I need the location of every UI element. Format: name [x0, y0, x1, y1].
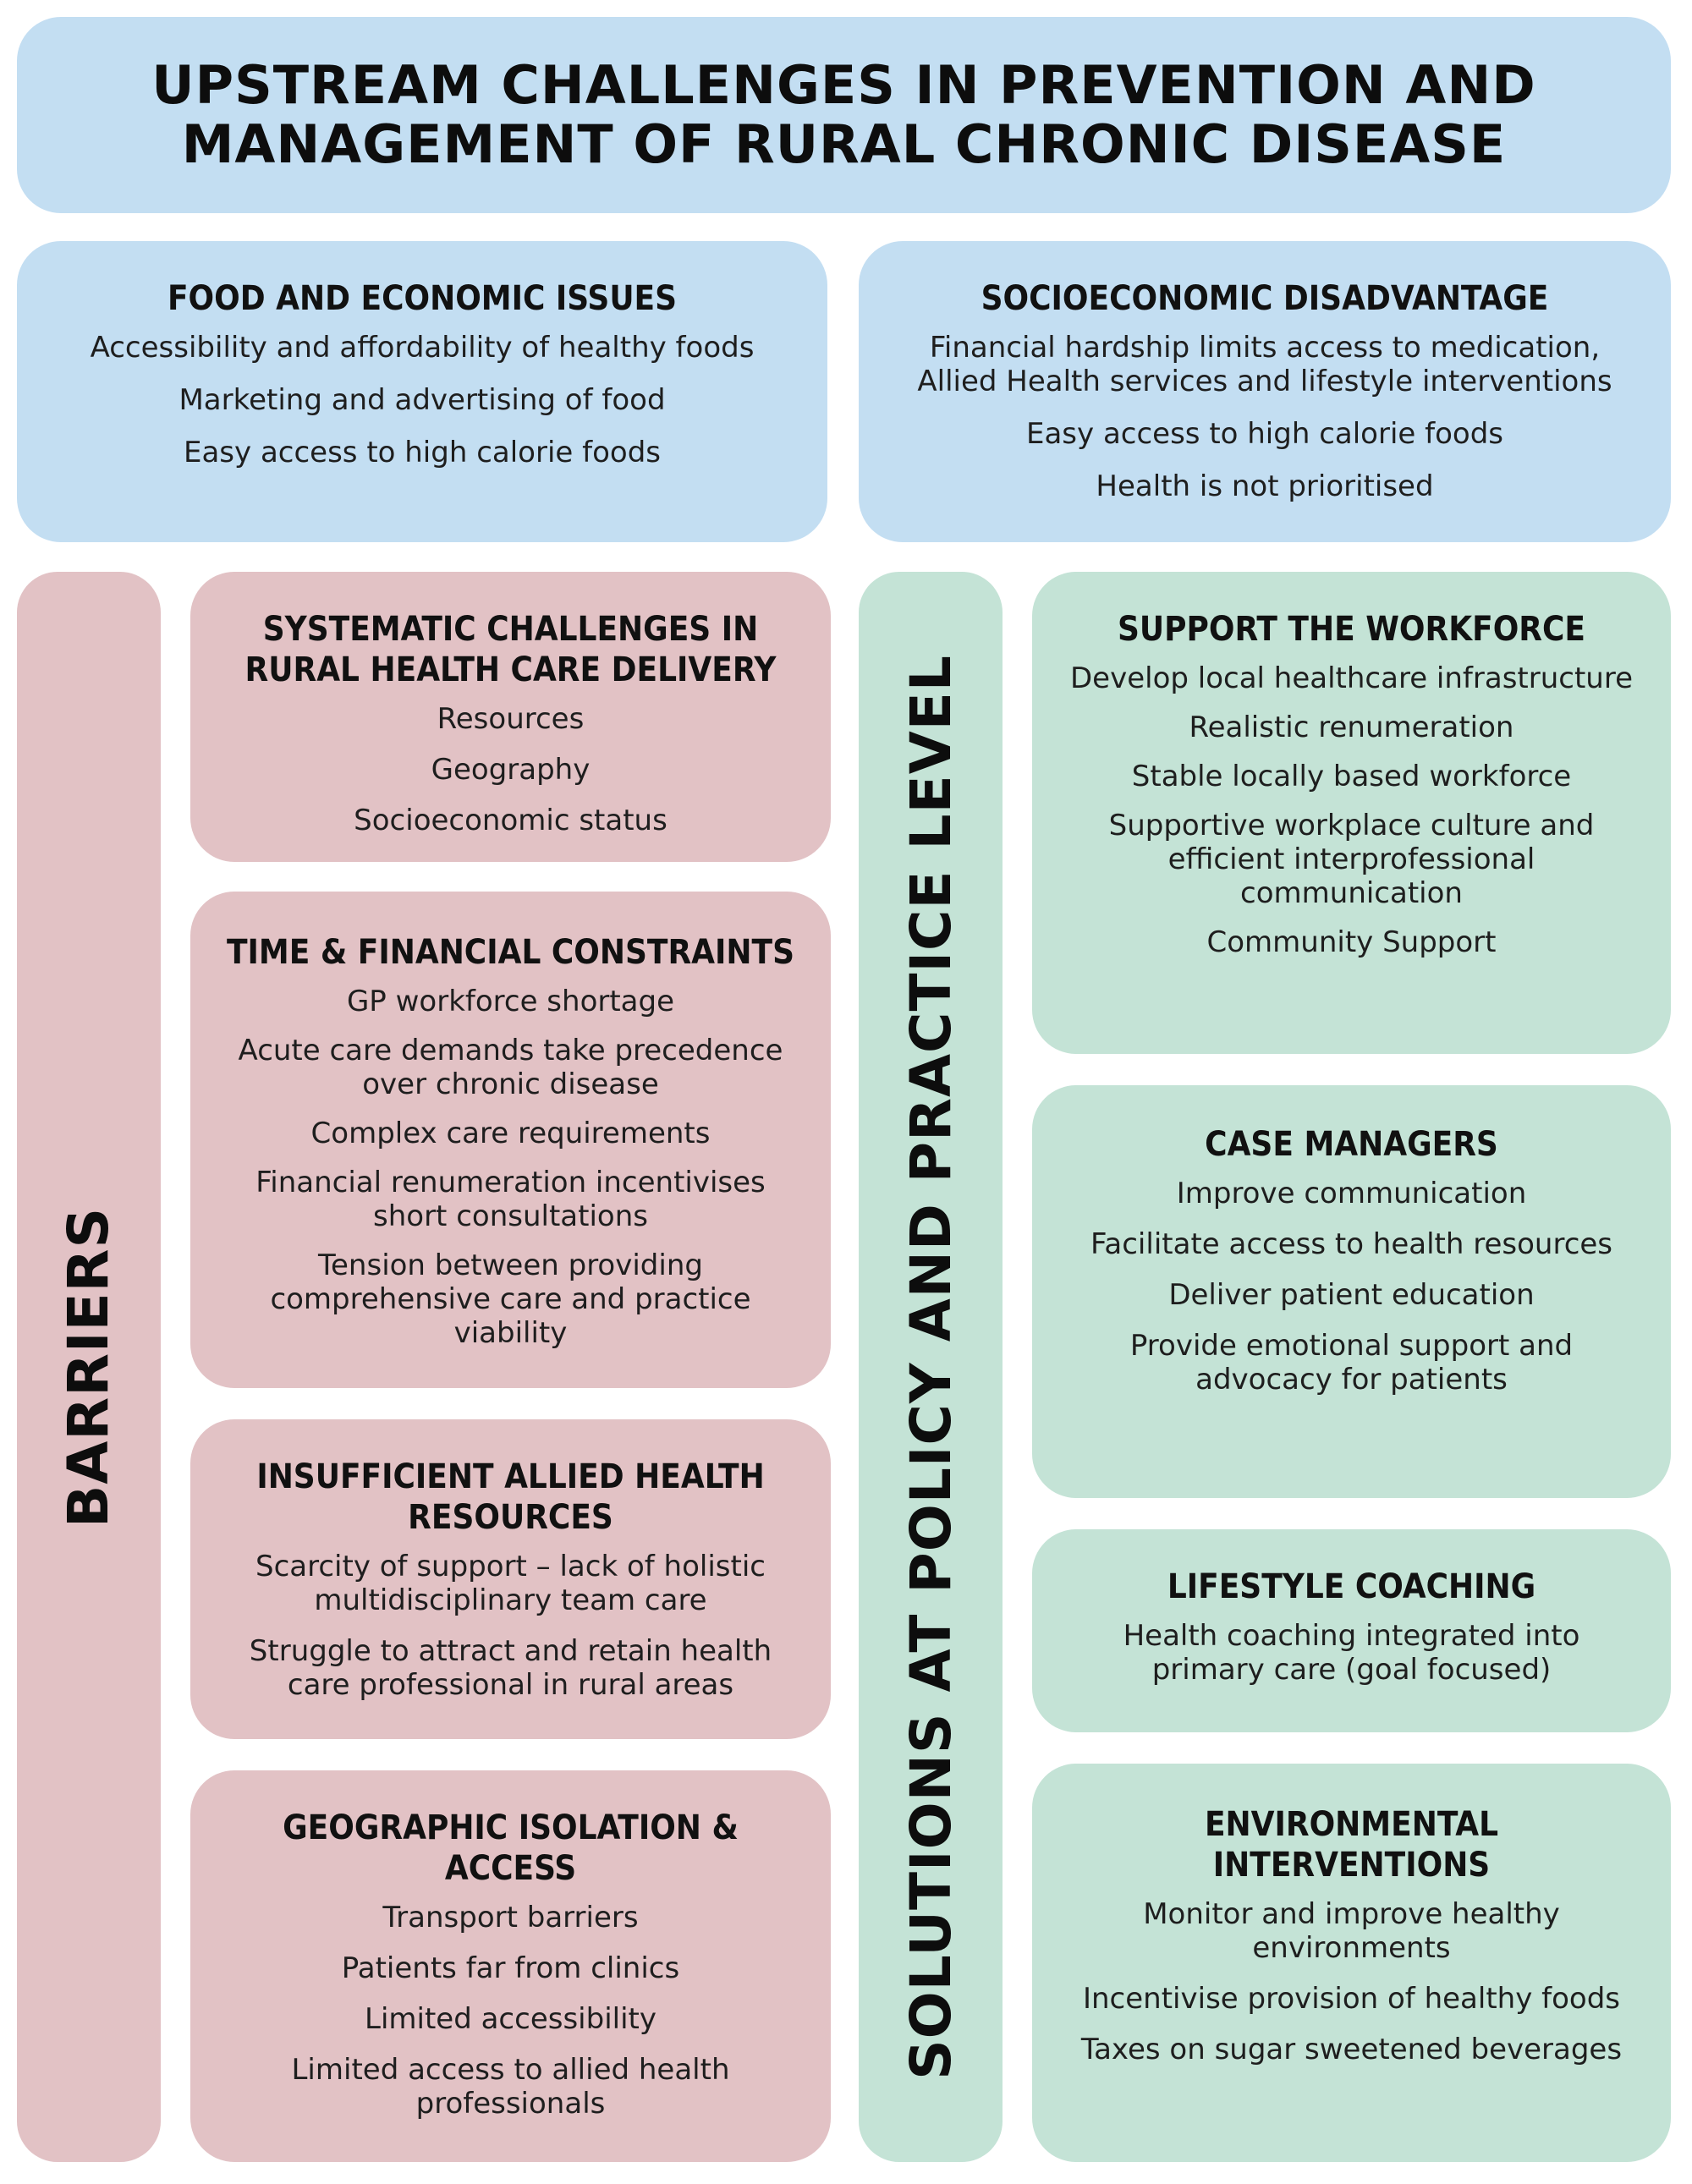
barrier-card-time-financial [190, 892, 831, 1388]
list-item: Accessibility and affordability of healthy foods [90, 331, 755, 365]
barrier-card-systematic [190, 572, 831, 862]
list-item: Stable locally based workforce [1131, 760, 1572, 793]
barrier-list [224, 1550, 797, 1719]
list-item: Taxes on sugar sweetened beverages [1080, 2033, 1623, 2066]
solution-heading: SUPPORT THE WORKFORCE [1117, 610, 1585, 649]
solution-card-environmental [1032, 1764, 1671, 2162]
list-item: Facilitate access to health resources [1090, 1227, 1613, 1261]
list-item: Limited accessibility [365, 2002, 656, 2036]
barrier-heading: SYSTEMATIC CHALLENGES IN RURAL HEALTH CARE DELIVERY [244, 610, 777, 689]
barrier-list [224, 985, 797, 1365]
list-item: Realistic renumeration [1189, 711, 1514, 744]
list-item: Acute care demands take precedence over chronic disease [238, 1034, 783, 1101]
list-item: Easy access to high calorie foods [1025, 417, 1503, 451]
solution-card-workforce [1032, 572, 1671, 1054]
solution-heading: LIFESTYLE COACHING [1167, 1567, 1536, 1606]
barriers-sidebar [17, 572, 161, 2162]
list-item: Limited access to allied health professionals [291, 2053, 730, 2121]
list-item: Geography [431, 753, 591, 787]
list-item: Financial renumeration incentivises short consultations [255, 1166, 766, 1233]
solution-heading: CASE MANAGERS [1205, 1125, 1498, 1164]
list-item: Monitor and improve healthy environments [1143, 1897, 1560, 1965]
list-item: Incentivise provision of healthy foods [1082, 1982, 1621, 2016]
barrier-list [354, 702, 667, 854]
list-item: Struggle to attract and retain health care professional in rural areas [249, 1634, 772, 1702]
list-item: Financial hardship limits access to medication, Allied Health services and lifestyle interventions [917, 331, 1612, 398]
list-item: Scarcity of support – lack of holistic multidisciplinary team care [255, 1550, 766, 1617]
food-economic-card [17, 241, 827, 542]
list-item: Marketing and advertising of food [179, 383, 666, 417]
socioeconomic-heading: SOCIOECONOMIC DISADVANTAGE [981, 279, 1549, 318]
solution-card-lifestyle [1032, 1529, 1671, 1732]
barrier-card-geographic [190, 1770, 831, 2162]
list-item: Transport barriers [382, 1901, 639, 1934]
barrier-heading: TIME & FINANCIAL CONSTRAINTS [226, 933, 794, 972]
list-item: Health is not prioritised [1096, 469, 1434, 503]
list-item: Community Support [1206, 925, 1497, 959]
barrier-list [224, 1901, 797, 2137]
barriers-label: BARRIERS [56, 1206, 122, 1528]
list-item: Complex care requirements [310, 1117, 711, 1150]
food-economic-list [91, 331, 755, 488]
list-item: Provide emotional support and advocacy for patients [1129, 1329, 1574, 1397]
list-item: Supportive workplace culture and efficient interprofessional communication [1108, 809, 1595, 910]
list-item: Tension between providing comprehensive care and practice viability [270, 1248, 751, 1350]
list-item: Improve communication [1176, 1177, 1527, 1210]
barrier-heading: GEOGRAPHIC ISOLATION & ACCESS [283, 1808, 739, 1888]
solution-list [1066, 1177, 1637, 1413]
solution-list [1066, 1897, 1637, 2083]
list-item: Easy access to high calorie foods [183, 436, 661, 469]
barrier-heading: INSUFFICIENT ALLIED HEALTH RESOURCES [256, 1457, 765, 1537]
solutions-sidebar [859, 572, 1003, 2162]
socioeconomic-card [859, 241, 1671, 542]
barrier-card-allied-health [190, 1419, 831, 1739]
page-title-line-1: UPSTREAM CHALLENGES IN PREVENTION AND [151, 54, 1536, 116]
solution-list [1066, 1619, 1637, 1704]
list-item: Deliver patient education [1168, 1278, 1535, 1312]
solution-card-case-managers [1032, 1085, 1671, 1498]
list-item: Health coaching integrated into primary care (goal focused) [1123, 1619, 1580, 1687]
solution-heading: ENVIRONMENTAL INTERVENTIONS [1204, 1805, 1499, 1885]
list-item: Resources [437, 702, 585, 736]
socioeconomic-list [901, 331, 1629, 522]
food-economic-heading: FOOD AND ECONOMIC ISSUES [167, 279, 678, 318]
page-title-line-2: MANAGEMENT OF RURAL CHRONIC DISEASE [181, 113, 1507, 175]
title-banner [17, 17, 1671, 213]
solution-list [1066, 661, 1637, 974]
list-item: GP workforce shortage [346, 985, 675, 1018]
solutions-label: SOLUTIONS AT POLICY AND PRACTICE LEVEL [898, 654, 964, 2080]
list-item: Develop local healthcare infrastructure [1070, 661, 1633, 695]
list-item: Patients far from clinics [341, 1951, 680, 1985]
list-item: Socioeconomic status [354, 804, 667, 837]
